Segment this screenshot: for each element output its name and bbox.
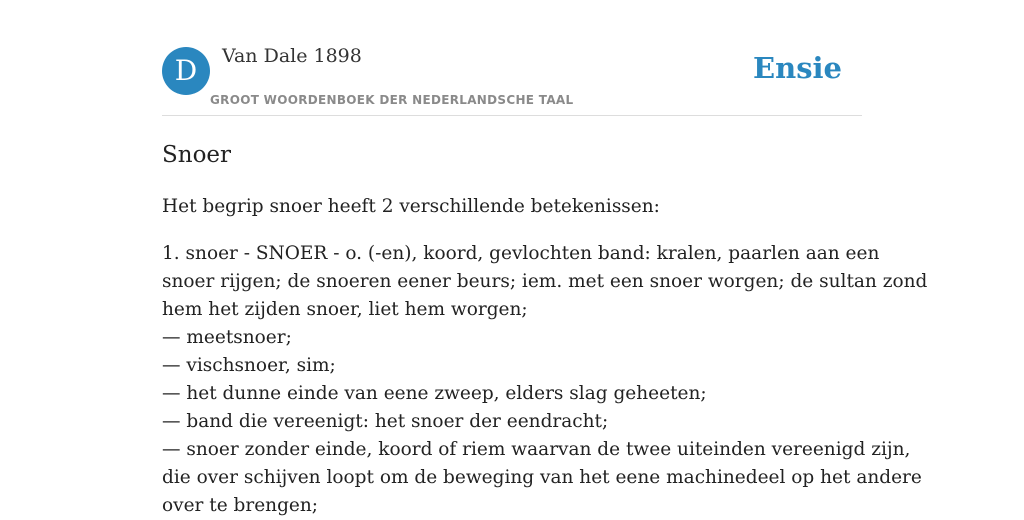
- entry-intro: Het begrip snoer heeft 2 verschillende betekenissen:: [162, 196, 660, 217]
- page: [162, 0, 928, 520]
- definition-line: — vischsnoer, sim;: [162, 355, 336, 376]
- dictionary-subtitle: GROOT WOORDENBOEK DER NEDERLANDSCHE TAAL: [210, 93, 574, 107]
- definition-line: — band die vereenigt: het snoer der eendracht;: [162, 411, 609, 432]
- entry-word-title: Snoer: [162, 142, 232, 168]
- definition-line: — snoer zonder einde, koord of riem waarvan de twee uiteinden vereenigd zijn,: [162, 439, 911, 460]
- definition-line: hem het zijden snoer, liet hem worgen;: [162, 299, 528, 320]
- definition-line: die over schijven loopt om de beweging van het eene machinedeel op het andere: [162, 467, 922, 488]
- definition-line: snoer rijgen; de snoeren eener beurs; iem. met een snoer worgen; de sultan zond: [162, 271, 928, 292]
- definition-line: 1. snoer - SNOER - o. (-en), koord, gevlochten band: kralen, paarlen aan een: [162, 243, 880, 264]
- definition-line: — het dunne einde van eene zweep, elders slag geheeten;: [162, 383, 707, 404]
- site-header: [162, 0, 862, 116]
- definition-text: [162, 240, 928, 520]
- definition-line: over te brengen;: [162, 495, 319, 516]
- dictionary-logo[interactable]: D: [162, 47, 210, 95]
- dictionary-title[interactable]: Van Dale 1898: [222, 45, 362, 67]
- definition-line: — meetsnoer;: [162, 327, 292, 348]
- brand-logo-link[interactable]: Ensie: [753, 51, 842, 85]
